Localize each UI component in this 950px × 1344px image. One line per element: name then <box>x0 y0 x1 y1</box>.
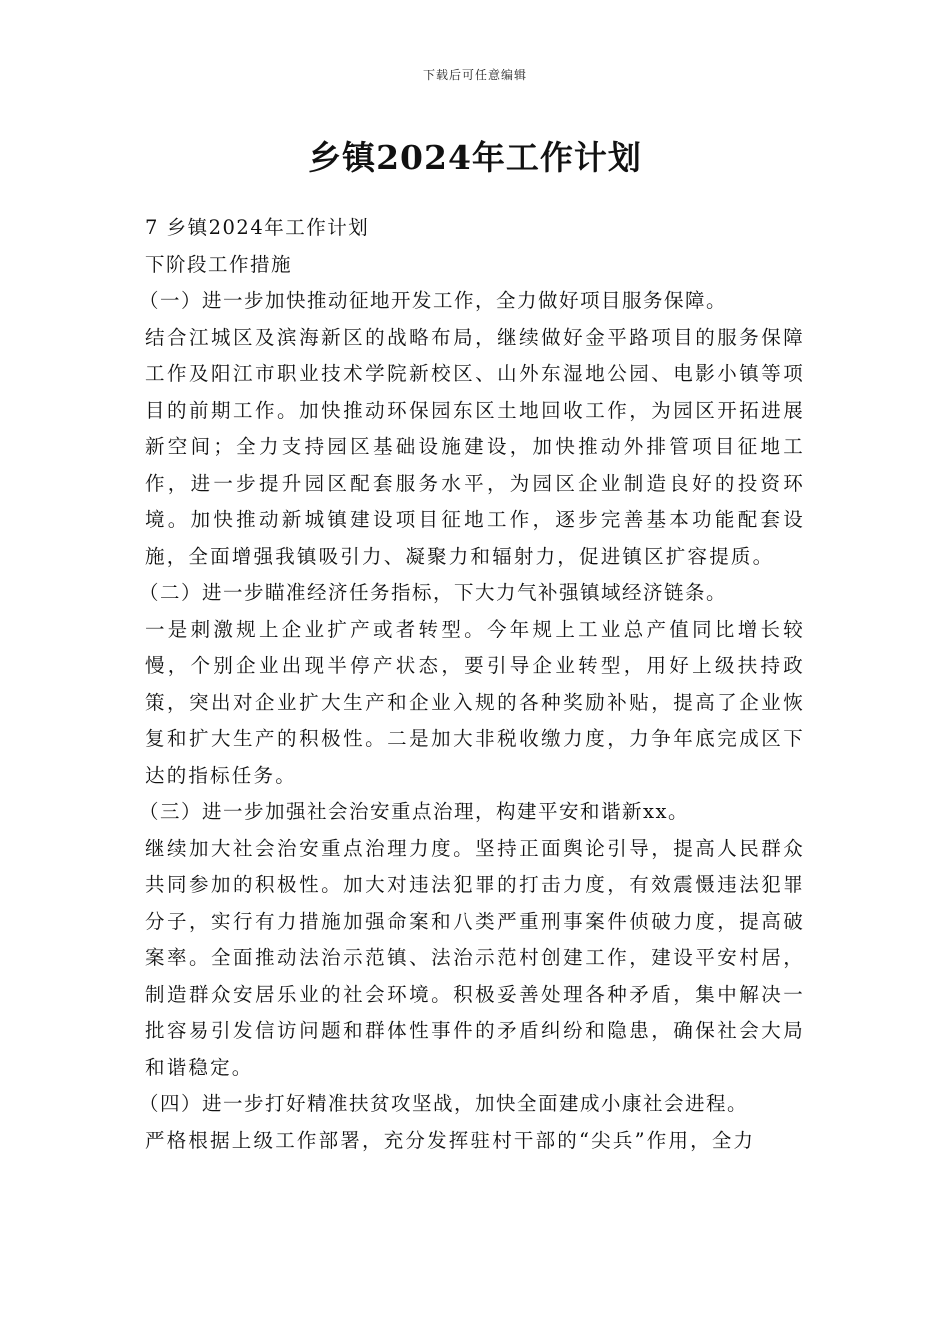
section-heading-1: （一）进一步加快推动征地开发工作，全力做好项目服务保障。 <box>139 289 728 312</box>
section-body-3: 继续加大社会治安重点治理力度。坚持正面舆论引导，提高人民群众共同参加的积极性。加大对违法犯罪的打击力度，有效震慑违法犯罪分子，实行有力措施加强命案和八类严重刑事案件侦破力度，提高破案率。全面推动法治示范镇、法治示范村创建工作，建设平安村居，制造群众安居乐业的社会环境。积极妥善处理各种矛盾，集中解决一批容易引发信访问题和群体性事件的矛盾纠纷和隐患，确保社会大局和谐稳定。 <box>145 836 805 1079</box>
section-body-4: 严格根据上级工作部署，充分发挥驻村干部的“尖兵”作用，全力 <box>145 1128 756 1152</box>
page-title: 乡镇2024年工作计划 <box>308 138 642 177</box>
section-heading-4: （四）进一步打好精准扶贫攻坚战，加快全面建成小康社会进程。 <box>139 1092 749 1115</box>
section-label: 下阶段工作措施 <box>145 252 293 276</box>
section-body-2: 一是刺激规上企业扩产或者转型。今年规上工业总产值同比增长较慢，个别企业出现半停产状态，要引导企业转型，用好上级扶持政策，突出对企业扩大生产和企业入规的各种奖励补贴，提高了企业恢复和扩大生产的积极性。二是加大非税收缴力度，力争年底完成区下达的指标任务。 <box>145 617 805 787</box>
section-body-1: 结合江城区及滨海新区的战略布局，继续做好金平路项目的服务保障工作及阳江市职业技术学院新校区、山外东湿地公园、电影小镇等项目的前期工作。加快推动环保园东区土地回收工作，为园区开拓进展新空间；全力支持园区基础设施建设，加快推动外排管项目征地工作，进一步提升园区配套服务水平，为园区企业制造良好的投资环境。加快推动新城镇建设项目征地工作，逐步完善基本功能配套设施，全面增强我镇吸引力、凝聚力和辐射力，促进镇区扩容提质。 <box>145 325 805 568</box>
header-note: 下载后可任意编辑 <box>422 68 527 82</box>
section-heading-2: （二）进一步瞄准经济任务指标，下大力气补强镇域经济链条。 <box>139 581 728 604</box>
document-body <box>139 210 805 1159</box>
section-heading-3: （三）进一步加强社会治安重点治理，构建平安和谐新xx。 <box>139 800 689 823</box>
document-subtitle: 7 乡镇2024年工作计划 <box>145 216 370 239</box>
